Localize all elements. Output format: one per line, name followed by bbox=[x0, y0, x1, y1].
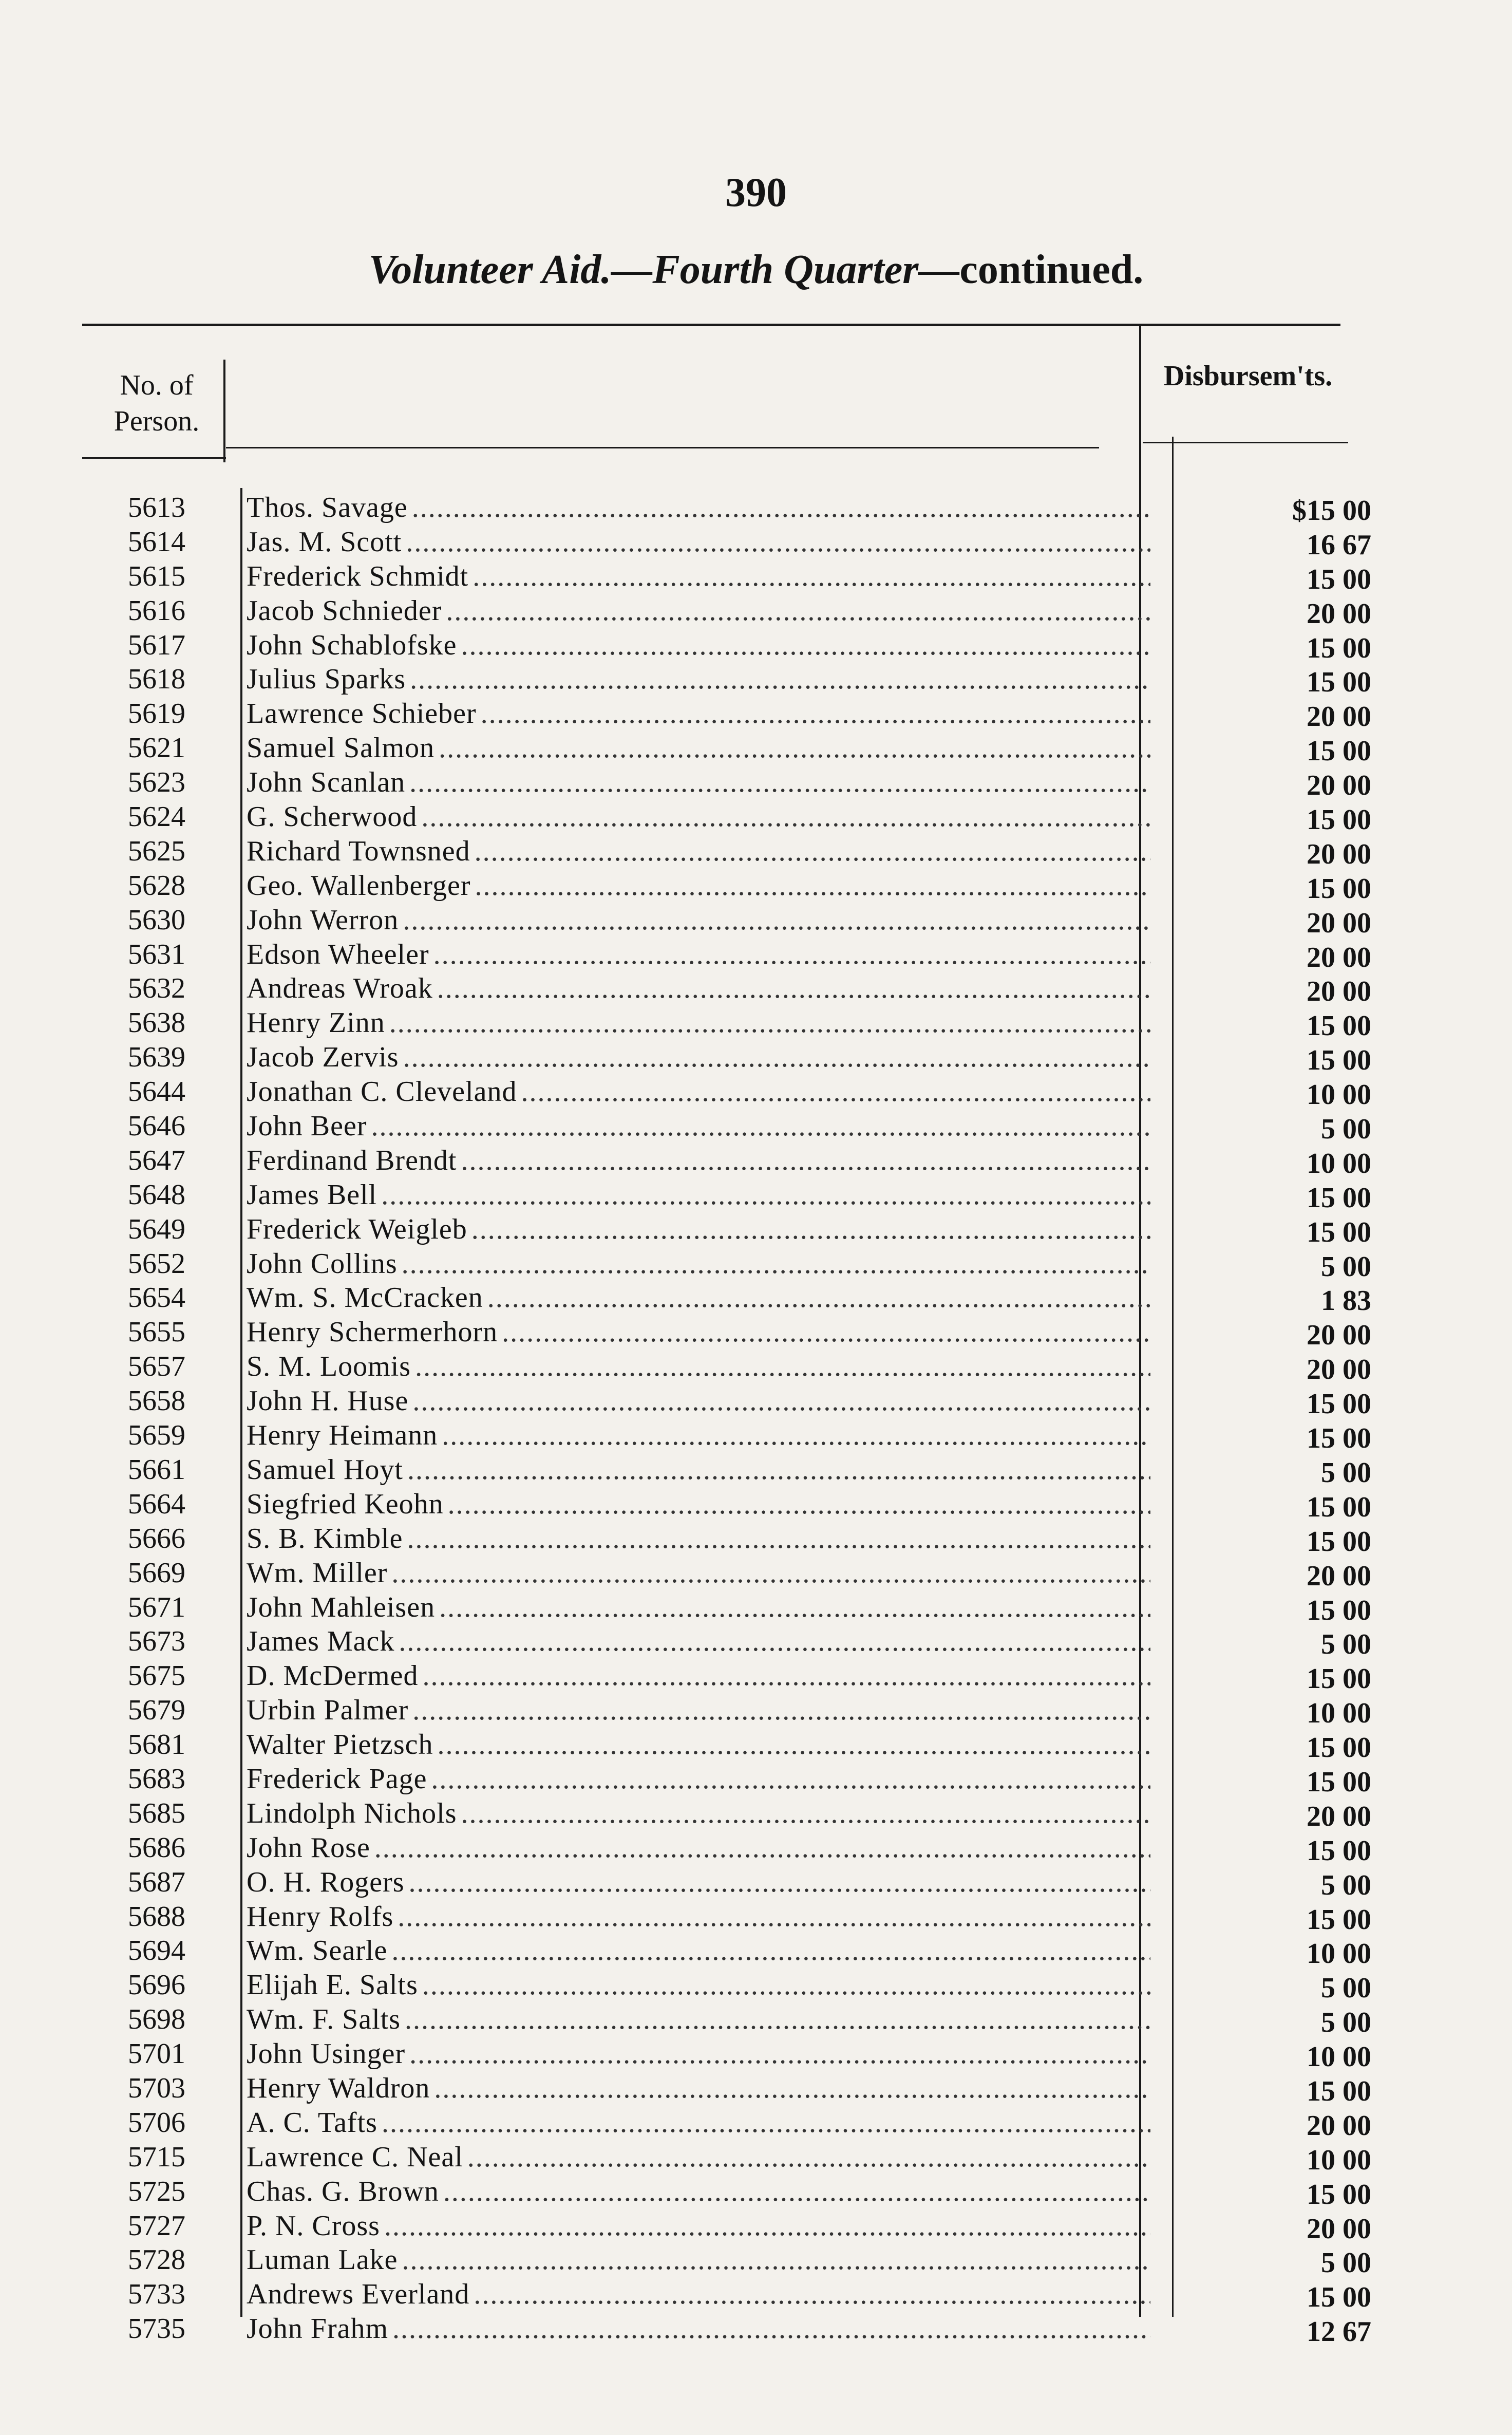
person-name: Jacob Schnieder . . . bbox=[247, 594, 1150, 628]
disbursement-amount: 20 00 bbox=[1307, 1800, 1371, 1832]
table-row bbox=[0, 1144, 1512, 1178]
table-row bbox=[0, 2175, 1512, 2209]
disbursement-amount: 5 00 bbox=[1321, 1250, 1371, 1283]
amount-header-rule bbox=[1143, 442, 1348, 443]
disbursement-amount: 20 00 bbox=[1307, 770, 1371, 802]
person-number: 5639 bbox=[128, 1041, 185, 1074]
disbursement-amount: 15 00 bbox=[1307, 1491, 1371, 1523]
person-number: 5728 bbox=[128, 2244, 185, 2276]
disbursement-amount: 20 00 bbox=[1307, 907, 1371, 939]
person-number: 5659 bbox=[128, 1419, 185, 1452]
disbursement-amount: 15 00 bbox=[1307, 2075, 1371, 2107]
person-number: 5696 bbox=[128, 1969, 185, 2001]
person-name: Wm. Miller . . . bbox=[247, 1556, 1150, 1590]
table-row bbox=[0, 800, 1512, 834]
person-name: John Schablofske . . . bbox=[247, 628, 1150, 662]
person-number: 5669 bbox=[128, 1557, 185, 1589]
table-row bbox=[0, 1831, 1512, 1865]
disbursement-amount: 12 67 bbox=[1307, 2316, 1371, 2348]
table-row bbox=[0, 1934, 1512, 1968]
person-name: Frederick Weigleb . . . bbox=[247, 1212, 1150, 1246]
disbursement-amount: 5 00 bbox=[1321, 1628, 1371, 1661]
disbursement-amount: 15 00 bbox=[1307, 804, 1371, 836]
table-row bbox=[0, 1281, 1512, 1315]
name-header-rule bbox=[226, 447, 1099, 448]
table-row bbox=[0, 765, 1512, 800]
person-number: 5614 bbox=[128, 526, 185, 558]
person-number: 5694 bbox=[128, 1935, 185, 1967]
table-row bbox=[0, 2209, 1512, 2243]
disbursement-amount: 15 00 bbox=[1307, 1216, 1371, 1248]
disbursement-amount: 15 00 bbox=[1307, 1525, 1371, 1558]
table-row bbox=[0, 903, 1512, 938]
table-row bbox=[0, 1418, 1512, 1453]
person-name: John H. Huse . . . bbox=[247, 1384, 1150, 1418]
table-row bbox=[0, 1212, 1512, 1247]
table-row bbox=[0, 2277, 1512, 2312]
disbursement-amount: 15 00 bbox=[1307, 1044, 1371, 1077]
table-row bbox=[0, 1900, 1512, 1934]
person-name: Henry Waldron . . . bbox=[247, 2071, 1150, 2105]
person-name: A. C. Tafts . . . bbox=[247, 2106, 1150, 2140]
disbursement-amount: 5 00 bbox=[1321, 1456, 1371, 1489]
disbursement-amount: 15 00 bbox=[1307, 563, 1371, 595]
person-number: 5686 bbox=[128, 1831, 185, 1864]
disbursement-amount: $15 00 bbox=[1292, 495, 1371, 527]
person-number: 5671 bbox=[128, 1591, 185, 1623]
table-row bbox=[0, 2106, 1512, 2140]
table-row bbox=[0, 2071, 1512, 2106]
disbursement-amount: 15 00 bbox=[1307, 1766, 1371, 1798]
disbursement-amount: 15 00 bbox=[1307, 1594, 1371, 1626]
person-number: 5615 bbox=[128, 560, 185, 592]
disbursement-amount: 20 00 bbox=[1307, 701, 1371, 733]
page-number: 390 bbox=[725, 170, 787, 215]
table-row bbox=[0, 697, 1512, 731]
person-name: Chas. G. Brown . . . bbox=[247, 2175, 1150, 2208]
person-name: Jonathan C. Cleveland . . . bbox=[247, 1075, 1150, 1109]
person-number: 5703 bbox=[128, 2072, 185, 2104]
table-row bbox=[0, 2037, 1512, 2071]
person-number: 5613 bbox=[128, 492, 185, 523]
table-row bbox=[0, 1453, 1512, 1487]
person-name: Henry Schermerhorn . . . bbox=[247, 1315, 1150, 1349]
disbursement-amount: 5 00 bbox=[1321, 1972, 1371, 2005]
person-name: Richard Townsned . . . bbox=[247, 834, 1150, 868]
person-number: 5619 bbox=[128, 698, 185, 730]
disbursement-amount: 20 00 bbox=[1307, 976, 1371, 1008]
person-name: John Werron . . . bbox=[247, 903, 1150, 937]
person-number: 5658 bbox=[128, 1385, 185, 1417]
disbursement-amount: 10 00 bbox=[1307, 1147, 1371, 1179]
disbursement-amount: 15 00 bbox=[1307, 1834, 1371, 1867]
person-number: 5661 bbox=[128, 1453, 185, 1486]
person-number: 5625 bbox=[128, 835, 185, 867]
person-number: 5688 bbox=[128, 1900, 185, 1933]
disbursement-amount: 16 67 bbox=[1307, 529, 1371, 561]
table-row bbox=[0, 559, 1512, 594]
person-name: Wm. Searle . . . bbox=[247, 1934, 1150, 1968]
disbursement-amount: 15 00 bbox=[1307, 1388, 1371, 1420]
person-name: Andreas Wroak . . . bbox=[247, 971, 1150, 1005]
person-number: 5655 bbox=[128, 1316, 185, 1348]
person-name: Julius Sparks . . . bbox=[247, 662, 1150, 696]
table-row bbox=[0, 1796, 1512, 1831]
table-top-rule bbox=[82, 324, 1340, 326]
person-number: 5647 bbox=[128, 1144, 185, 1176]
page-title bbox=[0, 247, 1512, 293]
person-number: 5664 bbox=[128, 1488, 185, 1520]
table-row bbox=[0, 1487, 1512, 1522]
person-name: Ferdinand Brendt . . . bbox=[247, 1144, 1150, 1177]
table-row bbox=[0, 1693, 1512, 1728]
disbursement-amount: 15 00 bbox=[1307, 1732, 1371, 1764]
disbursement-amount: 10 00 bbox=[1307, 2144, 1371, 2176]
person-name: Frederick Schmidt . . . bbox=[247, 559, 1150, 593]
person-name: John Mahleisen . . . bbox=[247, 1590, 1150, 1624]
person-name: John Frahm . . . bbox=[247, 2312, 1150, 2346]
title-main: Volunteer Aid.—Fourth Quarter— bbox=[368, 247, 960, 292]
table-row bbox=[0, 1384, 1512, 1418]
table-row bbox=[0, 525, 1512, 559]
table-row bbox=[0, 1556, 1512, 1590]
disbursement-amount: 15 00 bbox=[1307, 1010, 1371, 1042]
disbursement-amount: 5 00 bbox=[1321, 1113, 1371, 1146]
person-name: Geo. Wallenberger . . . bbox=[247, 869, 1150, 903]
table-row bbox=[0, 1178, 1512, 1212]
person-name: Jas. M. Scott . . . bbox=[247, 525, 1150, 559]
table-row bbox=[0, 1522, 1512, 1556]
table-row bbox=[0, 1762, 1512, 1796]
disbursement-amount: 10 00 bbox=[1307, 1079, 1371, 1111]
disbursement-amount: 10 00 bbox=[1307, 2041, 1371, 2073]
person-number: 5646 bbox=[128, 1110, 185, 1142]
person-name: James Mack . . . bbox=[247, 1624, 1150, 1658]
person-name: G. Scherwood . . . bbox=[247, 800, 1150, 834]
disbursement-amount: 15 00 bbox=[1307, 872, 1371, 905]
person-number: 5687 bbox=[128, 1866, 185, 1898]
disbursement-amount: 5 00 bbox=[1321, 2007, 1371, 2039]
person-name: O. H. Rogers . . . bbox=[247, 1865, 1150, 1899]
disbursement-amount: 10 00 bbox=[1307, 1697, 1371, 1730]
table-row bbox=[0, 1040, 1512, 1075]
person-number: 5616 bbox=[128, 594, 185, 627]
person-name: Wm. S. McCracken . . . bbox=[247, 1281, 1150, 1315]
person-name: Luman Lake . . . bbox=[247, 2243, 1150, 2277]
person-name: John Beer . . . bbox=[247, 1109, 1150, 1143]
table-row bbox=[0, 1659, 1512, 1693]
person-name: Edson Wheeler . . . bbox=[247, 938, 1150, 971]
table-row bbox=[0, 1350, 1512, 1384]
person-number: 5649 bbox=[128, 1213, 185, 1245]
person-number: 5673 bbox=[128, 1625, 185, 1658]
title-continued: continued. bbox=[959, 247, 1144, 292]
person-number: 5630 bbox=[128, 904, 185, 936]
person-number: 5624 bbox=[128, 801, 185, 833]
person-number: 5701 bbox=[128, 2038, 185, 2070]
disbursement-amount: 15 00 bbox=[1307, 666, 1371, 699]
table-row bbox=[0, 628, 1512, 663]
person-number: 5733 bbox=[128, 2278, 185, 2311]
person-name: John Collins . . . bbox=[247, 1247, 1150, 1281]
person-name: Samuel Hoyt . . . bbox=[247, 1453, 1150, 1487]
table-row bbox=[0, 491, 1512, 525]
table-row bbox=[0, 869, 1512, 903]
disbursement-amount: 20 00 bbox=[1307, 1319, 1371, 1352]
person-number: 5617 bbox=[128, 629, 185, 661]
person-number: 5685 bbox=[128, 1797, 185, 1829]
person-name: Urbin Palmer . . . bbox=[247, 1693, 1150, 1727]
disbursement-amount: 15 00 bbox=[1307, 1422, 1371, 1455]
disbursement-amount: 15 00 bbox=[1307, 2281, 1371, 2314]
person-name: P. N. Cross . . . bbox=[247, 2209, 1150, 2243]
table-row bbox=[0, 938, 1512, 972]
table-row bbox=[0, 2243, 1512, 2277]
table-row bbox=[0, 662, 1512, 697]
person-name: Lawrence C. Neal . . . bbox=[247, 2140, 1150, 2174]
table-row bbox=[0, 1075, 1512, 1109]
table-row bbox=[0, 1624, 1512, 1659]
person-name: S. B. Kimble . . . bbox=[247, 1522, 1150, 1556]
disbursement-amount: 20 00 bbox=[1307, 941, 1371, 973]
person-number: 5621 bbox=[128, 732, 185, 764]
person-number: 5644 bbox=[128, 1076, 185, 1108]
table-row bbox=[0, 1968, 1512, 2005]
person-name: Jacob Zervis . . . bbox=[247, 1040, 1150, 1074]
person-name: Lindolph Nichols . . . bbox=[247, 1796, 1150, 1830]
disbursement-amount: 15 00 bbox=[1307, 1182, 1371, 1214]
person-number: 5652 bbox=[128, 1247, 185, 1280]
person-name: Henry Rolfs . . . bbox=[247, 1900, 1150, 1934]
number-header-line-2: Person. bbox=[114, 405, 200, 437]
person-number: 5623 bbox=[128, 766, 185, 799]
table-row bbox=[0, 1247, 1512, 1281]
ledger-rows bbox=[0, 491, 1512, 2346]
person-name: James Bell . . . bbox=[247, 1178, 1150, 1212]
table-row bbox=[0, 2140, 1512, 2175]
person-number: 5735 bbox=[128, 2313, 185, 2345]
person-name: Henry Zinn . . . bbox=[247, 1006, 1150, 1040]
number-header-rule bbox=[82, 457, 226, 459]
person-number: 5698 bbox=[128, 2003, 185, 2036]
person-name: John Rose . . . bbox=[247, 1831, 1150, 1865]
disbursement-amount: 20 00 bbox=[1307, 1560, 1371, 1592]
table-row bbox=[0, 1865, 1512, 1900]
person-number: 5706 bbox=[128, 2106, 185, 2139]
person-name: Elijah E. Salts . . . bbox=[247, 1968, 1150, 2002]
table-row bbox=[0, 2312, 1512, 2346]
person-number: 5632 bbox=[128, 972, 185, 1005]
disbursement-amount: 20 00 bbox=[1307, 1354, 1371, 1386]
person-number: 5666 bbox=[128, 1522, 185, 1554]
table-row bbox=[0, 594, 1512, 628]
disbursement-amount: 20 00 bbox=[1307, 2213, 1371, 2245]
disbursement-amount: 20 00 bbox=[1307, 597, 1371, 630]
table-row bbox=[0, 834, 1512, 869]
disbursement-amount: 10 00 bbox=[1307, 1938, 1371, 1970]
table-row bbox=[0, 971, 1512, 1006]
table-row bbox=[0, 1006, 1512, 1040]
table-row bbox=[0, 2002, 1512, 2037]
person-number: 5727 bbox=[128, 2209, 185, 2242]
person-name: John Usinger . . . bbox=[247, 2037, 1150, 2071]
person-name: Lawrence Schieber . . . bbox=[247, 697, 1150, 730]
person-number: 5648 bbox=[128, 1178, 185, 1211]
number-header-line-1: No. of bbox=[120, 369, 194, 401]
person-name: Frederick Page . . . bbox=[247, 1762, 1150, 1796]
person-number: 5618 bbox=[128, 663, 185, 696]
person-number: 5631 bbox=[128, 938, 185, 970]
person-number: 5654 bbox=[128, 1282, 185, 1314]
person-number: 5681 bbox=[128, 1729, 185, 1761]
person-name: Wm. F. Salts . . . bbox=[247, 2002, 1150, 2036]
person-number: 5675 bbox=[128, 1660, 185, 1692]
person-name: Samuel Salmon . . . bbox=[247, 731, 1150, 765]
disbursement-amount: 20 00 bbox=[1307, 2109, 1371, 2142]
disbursement-amount: 20 00 bbox=[1307, 838, 1371, 870]
person-name: Thos. Savage . . . bbox=[247, 491, 1150, 525]
person-number: 5683 bbox=[128, 1763, 185, 1795]
disbursement-amount: 5 00 bbox=[1321, 2247, 1371, 2279]
person-name: Andrews Everland . . . bbox=[247, 2277, 1150, 2311]
person-name: John Scanlan . . . bbox=[247, 765, 1150, 799]
disbursement-amount: 15 00 bbox=[1307, 1663, 1371, 1695]
person-number: 5628 bbox=[128, 869, 185, 902]
disbursement-amount: 15 00 bbox=[1307, 2178, 1371, 2211]
disbursement-amount: 1 83 bbox=[1321, 1285, 1371, 1317]
number-column-header bbox=[82, 367, 231, 439]
table-row bbox=[0, 731, 1512, 765]
table-row bbox=[0, 1590, 1512, 1625]
person-name: Walter Pietzsch . . . bbox=[247, 1728, 1150, 1762]
person-name: D. McDermed . . . bbox=[247, 1659, 1150, 1693]
disbursement-amount: 5 00 bbox=[1321, 1869, 1371, 1901]
person-number: 5657 bbox=[128, 1351, 185, 1383]
table-row bbox=[0, 1315, 1512, 1350]
person-number: 5715 bbox=[128, 2141, 185, 2173]
disbursement-amount: 15 00 bbox=[1307, 632, 1371, 664]
person-number: 5638 bbox=[128, 1007, 185, 1039]
disbursement-amount: 15 00 bbox=[1307, 735, 1371, 767]
person-name: Siegfried Keohn . . . bbox=[247, 1487, 1150, 1521]
person-name: S. M. Loomis . . . bbox=[247, 1350, 1150, 1383]
amount-column-header: Disbursem'ts. bbox=[1163, 360, 1333, 392]
person-number: 5679 bbox=[128, 1694, 185, 1727]
disbursement-amount: 15 00 bbox=[1307, 1903, 1371, 1936]
table-row bbox=[0, 1728, 1512, 1762]
person-number: 5725 bbox=[128, 2175, 185, 2207]
person-name: Henry Heimann . . . bbox=[247, 1418, 1150, 1452]
table-row bbox=[0, 1109, 1512, 1144]
